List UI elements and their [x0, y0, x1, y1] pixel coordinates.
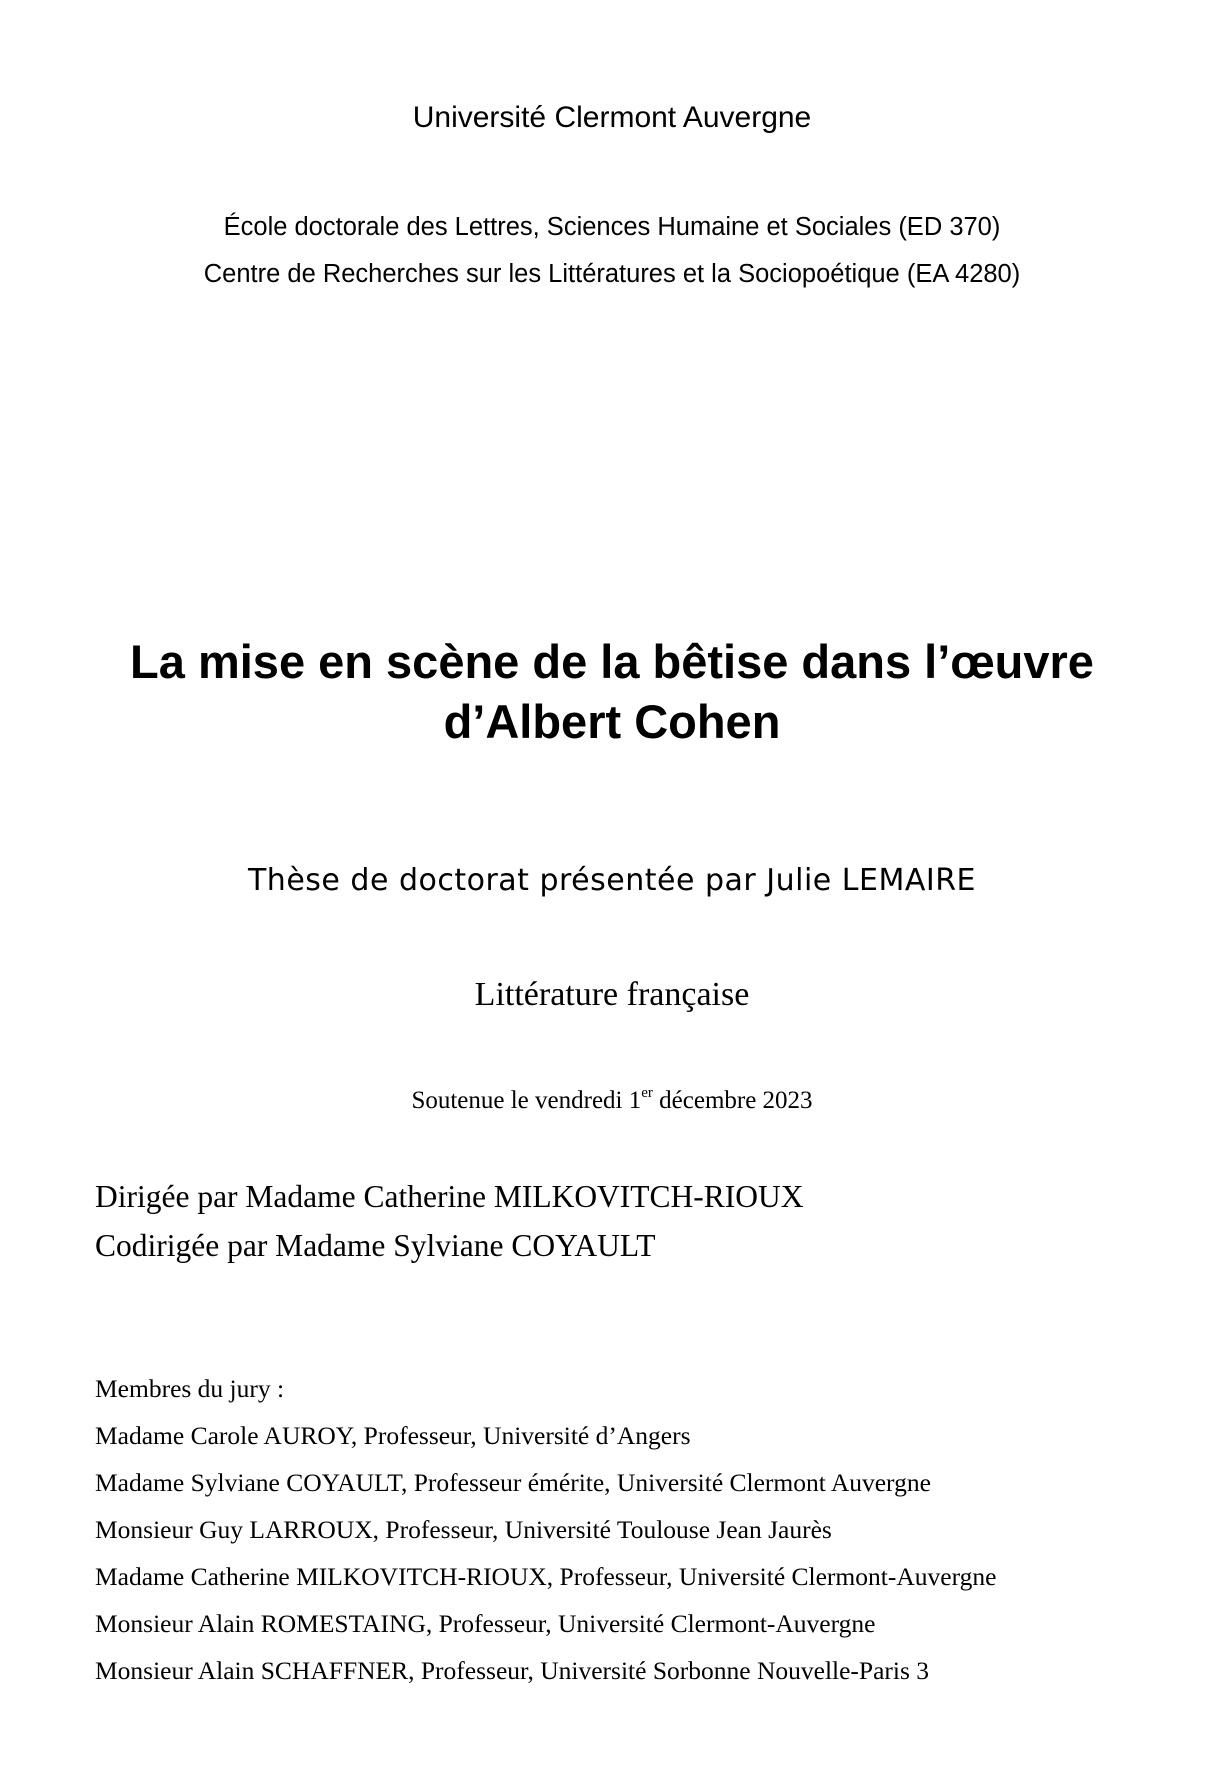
thesis-title-line-1: La mise en scène de la bêtise dans l’œuvre	[130, 635, 1094, 688]
jury-block	[95, 1365, 996, 1694]
jury-member: Monsieur Alain SCHAFFNER, Professeur, Université Sorbonne Nouvelle-Paris 3	[95, 1656, 930, 1685]
jury-member: Madame Catherine MILKOVITCH-RIOUX, Professeur, Université Clermont-Auvergne	[95, 1562, 997, 1591]
jury-member: Madame Sylviane COYAULT, Professeur émérite, Université Clermont Auvergne	[95, 1468, 931, 1497]
doctoral-school: École doctorale des Lettres, Sciences Humaine et Sociales (ED 370)	[223, 213, 1001, 241]
defense-date-ordinal: er	[641, 1085, 653, 1101]
thesis-title-line-2: d’Albert Cohen	[443, 695, 781, 748]
research-center: Centre de Recherches sur les Littératures et la Sociopoétique (EA 4280)	[203, 260, 1021, 288]
jury-member: Madame Carole AUROY, Professeur, Université d’Angers	[95, 1421, 691, 1450]
defense-date-suffix: décembre 2023	[652, 1087, 813, 1114]
thesis-title	[0, 632, 1224, 752]
discipline: Littérature française	[474, 976, 750, 1013]
thesis-director: Dirigée par Madame Catherine MILKOVITCH-RIOUX	[95, 1179, 804, 1214]
defense-date-prefix: Soutenue le vendredi 1	[411, 1087, 642, 1114]
thesis-co-director: Codirigée par Madame Sylviane COYAULT	[95, 1228, 656, 1263]
supervisors-block	[95, 1172, 804, 1270]
thesis-author-line: Thèse de doctorat présentée par Julie LEMAIRE	[247, 863, 976, 898]
jury-heading: Membres du jury :	[95, 1374, 285, 1403]
jury-member: Monsieur Guy LARROUX, Professeur, Université Toulouse Jean Jaurès	[95, 1515, 832, 1544]
defense-date	[0, 1085, 1224, 1117]
university-name: Université Clermont Auvergne	[412, 101, 812, 134]
jury-member: Monsieur Alain ROMESTAING, Professeur, Université Clermont-Auvergne	[95, 1609, 876, 1638]
